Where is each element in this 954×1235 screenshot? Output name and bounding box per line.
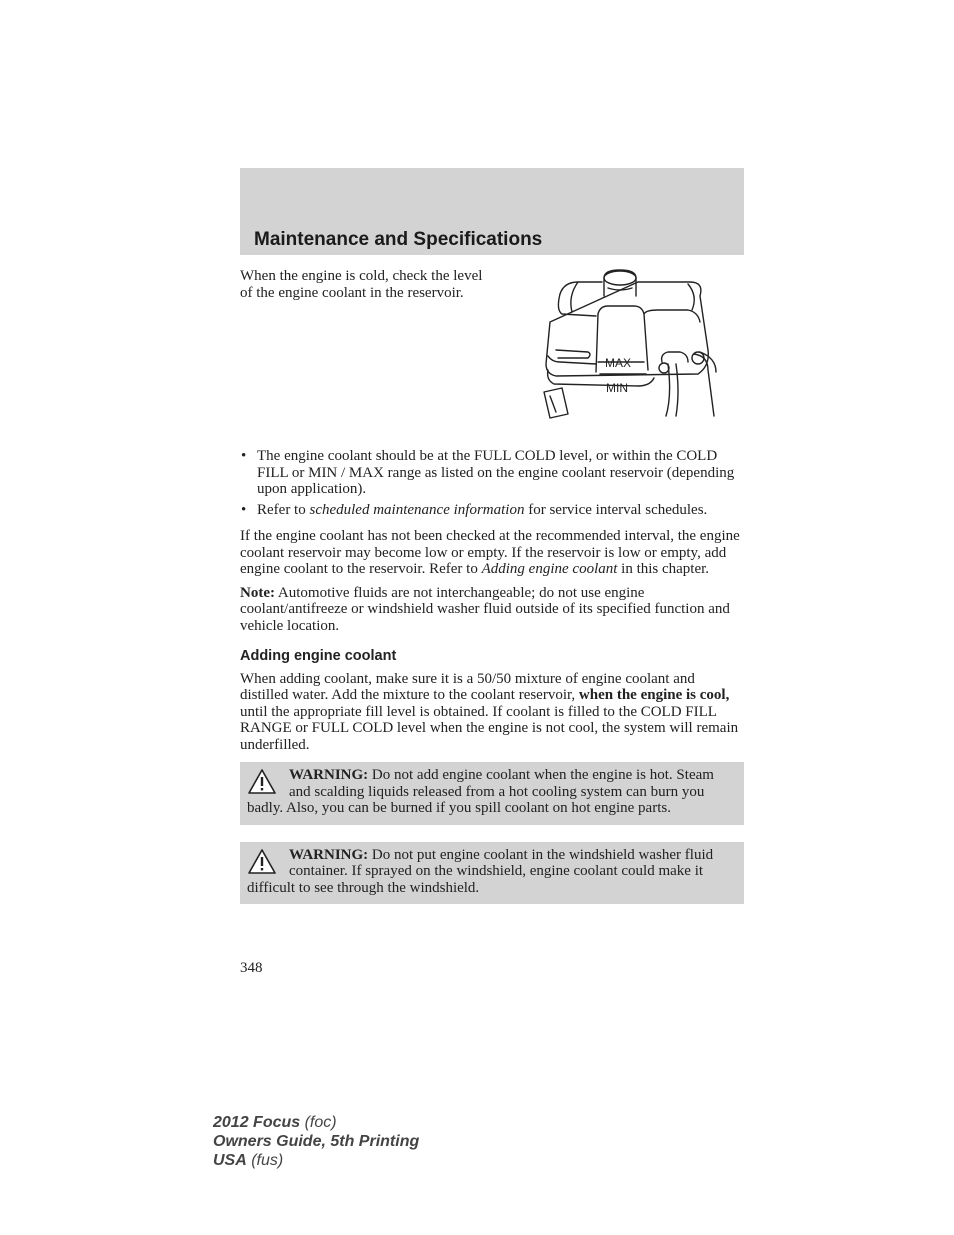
header-band xyxy=(240,168,744,255)
warning-label: WARNING: xyxy=(289,846,369,863)
note-text: Automotive fluids are not interchangeable; do not use engine coolant/antifreeze or windshield washer fluid outside of its specified function and vehicle location. xyxy=(240,584,730,634)
page-number: 348 xyxy=(240,960,263,976)
coolant-reservoir-illustration xyxy=(538,266,722,430)
intro-text: When the engine is cold, check the level of the engine coolant in the reservoir. xyxy=(240,268,483,301)
emphasis-text: when the engine is cool, xyxy=(578,687,730,703)
body-text xyxy=(240,448,744,904)
bullet-dot: • xyxy=(241,501,247,518)
bullet-text-post: for service interval schedules. xyxy=(524,501,708,518)
cross-reference: Adding engine coolant xyxy=(481,561,618,577)
warning-box xyxy=(240,842,744,905)
max-level-label: MAX xyxy=(605,356,632,370)
section-title: Maintenance and Specifications xyxy=(254,229,543,250)
bullet-dot: • xyxy=(241,448,247,464)
warning-label: WARNING: xyxy=(289,767,369,783)
paragraph-text: in this chapter. xyxy=(617,561,710,577)
note-paragraph xyxy=(240,585,744,635)
warning-text: Do not add engine coolant when the engine is hot. Steam and scalding liquids released from a hot cooling system can burn you badly. Also, you can be burned if you spill coolant on hot engine parts. xyxy=(247,767,714,816)
bullet-text-ref: scheduled maintenance information xyxy=(309,501,525,518)
footer-market: USA xyxy=(213,1152,247,1169)
document-footer xyxy=(213,1113,419,1170)
warning-triangle-icon xyxy=(247,848,281,878)
list-item xyxy=(240,502,744,519)
warning-triangle-icon xyxy=(247,768,281,798)
footer-code: (foc) xyxy=(300,1114,337,1131)
footer-edition: Owners Guide, 5th Printing xyxy=(213,1133,420,1150)
footer-model: 2012 Focus xyxy=(213,1114,301,1131)
paragraph-check-interval xyxy=(240,528,744,578)
paragraph-adding-coolant xyxy=(240,671,744,754)
warning-text: Do not put engine coolant in the windshield washer fluid container. If sprayed on the windshield, engine coolant could make it difficult to see through the windshield. xyxy=(247,846,714,896)
bullet-list xyxy=(240,448,744,518)
footer-code: (fus) xyxy=(246,1152,284,1169)
subheading: Adding engine coolant xyxy=(240,648,397,664)
min-level-label: MIN xyxy=(606,381,628,395)
list-item xyxy=(240,448,744,498)
warning-box xyxy=(240,762,744,825)
paragraph-text: If the engine coolant has not been checked at the recommended interval, the engine coolant reservoir may become low or empty. If the reservoir is low or empty, add engine coolant to the reservoir. Refer to xyxy=(240,528,740,577)
paragraph-text: When adding coolant, make sure it is a 50/50 mixture of engine coolant and distilled water. Add the mixture to the coolant reservoir, xyxy=(240,670,695,703)
paragraph-text: until the appropriate fill level is obtained. If coolant is filled to the COLD FILL RANGE or FULL COLD level when the engine is not cool, the system will remain underfilled. xyxy=(240,703,739,753)
bullet-text-pre: Refer to xyxy=(257,501,310,518)
bullet-text: The engine coolant should be at the FULL COLD level, or within the COLD FILL or MIN / MAX range as listed on the engine coolant reservoir (depending upon application). xyxy=(257,448,735,497)
note-label: Note: xyxy=(240,584,275,601)
